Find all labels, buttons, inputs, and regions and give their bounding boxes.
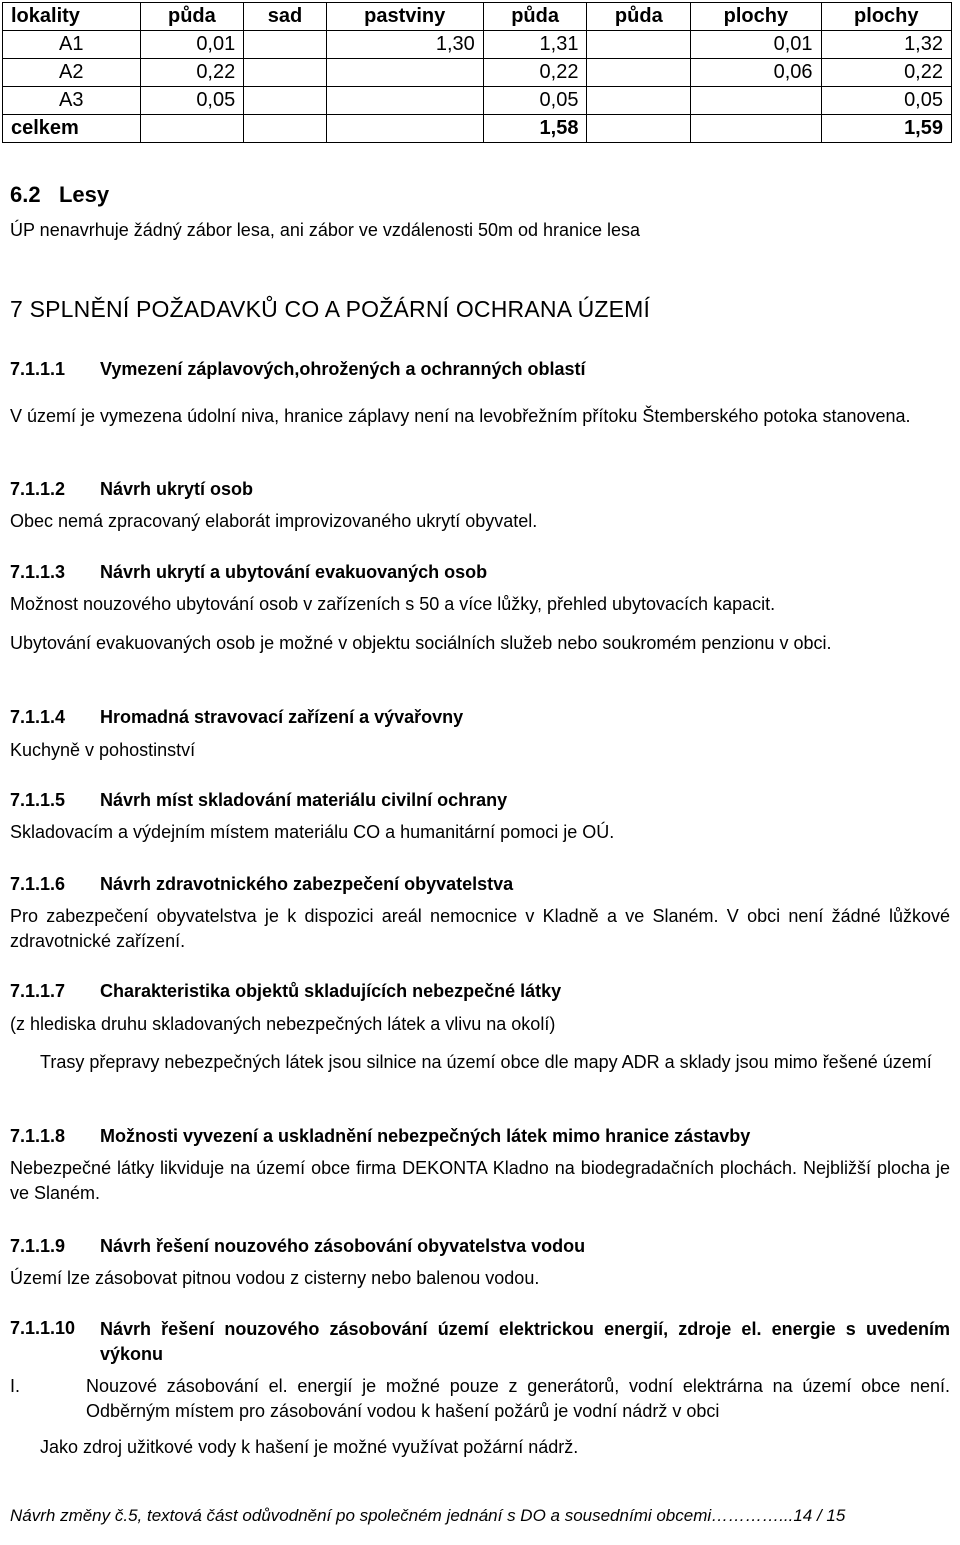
- table-cell: celkem: [3, 115, 141, 143]
- table-cell: [244, 87, 326, 115]
- subsection-number: 7.1.1.3: [10, 562, 66, 582]
- paragraph: V území je vymezena údolní niva, hranice záplavy není na levobřežním přítoku Štemberského potoka stanovena.: [10, 406, 911, 426]
- subsection-title: Vymezení záplavových,ohrožených a ochranných oblastí: [100, 359, 586, 379]
- table-cell: 0,01: [140, 31, 244, 59]
- section-heading-lesy: [10, 182, 109, 208]
- table-cell: [140, 115, 244, 143]
- subsection-number: 7.1.1.8: [10, 1126, 66, 1146]
- subsection-title: Návrh ukrytí osob: [100, 479, 254, 499]
- subsection-heading-8: [10, 1126, 750, 1147]
- paragraph: Obec nemá zpracovaný elaborát improvizovaného ukrytí obyvatel.: [10, 511, 538, 531]
- table-cell: [691, 115, 821, 143]
- list-text: Nouzové zásobování el. energií je možné pouze z generátorů, vodní elektrárna na území obce není. Odběrným místem pro zásobování vodou k hašení požárů je vodní nádrž v obci: [86, 1376, 950, 1421]
- page-footer: Návrh změny č.5, textová část odůvodnění po společném jednání s DO a sousedními obcemi…………...14 / 15: [10, 1506, 846, 1525]
- paragraph: (z hlediska druhu skladovaných nebezpečných látek a vlivu na okolí): [10, 1014, 556, 1034]
- column-header: sad: [244, 3, 326, 31]
- table-cell: A1: [3, 31, 141, 59]
- table-cell: 0,06: [691, 59, 821, 87]
- subsection-number: 7.1.1.6: [10, 874, 66, 894]
- column-header: lokality: [3, 3, 141, 31]
- subsection-number: 7.1.1.9: [10, 1236, 66, 1256]
- column-header: pastviny: [326, 3, 483, 31]
- paragraph: Jako zdroj užitkové vody k hašení je možné využívat požární nádrž.: [40, 1437, 579, 1457]
- subsection-title: Návrh zdravotnického zabezpečení obyvatelstva: [100, 874, 514, 894]
- table-cell: [587, 31, 691, 59]
- table-cell: 1,59: [821, 115, 951, 143]
- column-header: půda: [140, 3, 244, 31]
- subsection-number: 7.1.1.5: [10, 790, 66, 810]
- paragraph: ÚP nenavrhuje žádný zábor lesa, ani zábor ve vzdálenosti 50m od hranice lesa: [10, 220, 641, 240]
- list-marker: I.: [10, 1376, 21, 1396]
- subsection-title: Návrh míst skladování materiálu civilní ochrany: [100, 790, 508, 810]
- table-cell: 0,05: [821, 87, 951, 115]
- table-cell: [326, 115, 483, 143]
- table-cell: [244, 31, 326, 59]
- paragraph: Skladovacím a výdejním místem materiálu CO a humanitární pomoci je OÚ.: [10, 822, 615, 842]
- table-cell: [244, 115, 326, 143]
- subsection-heading-3: [10, 562, 487, 583]
- table-cell: [587, 59, 691, 87]
- list-item: [10, 1374, 950, 1424]
- table-cell: 0,22: [821, 59, 951, 87]
- table-cell: 1,31: [483, 31, 587, 59]
- table-cell: 0,01: [691, 31, 821, 59]
- paragraph: Ubytování evakuovaných osob je možné v objektu sociálních služeb nebo soukromém penzionu v obci.: [10, 633, 832, 653]
- table-row: [3, 87, 952, 115]
- subsection-heading-6: [10, 874, 513, 895]
- table-cell: A2: [3, 59, 141, 87]
- subsection-heading-7: [10, 981, 561, 1002]
- table-cell: 0,22: [140, 59, 244, 87]
- paragraph: Trasy přepravy nebezpečných látek jsou silnice na území obce dle mapy ADR a sklady jsou mimo řešené území: [40, 1052, 932, 1072]
- table-cell: [587, 115, 691, 143]
- subsection-number: 7.1.1.10: [10, 1318, 76, 1338]
- table-body: [3, 31, 952, 143]
- subsection-title: Možnosti vyvezení a uskladnění nebezpečných látek mimo hranice zástavby: [100, 1126, 751, 1146]
- subsection-number: 7.1.1.7: [10, 981, 66, 1001]
- column-header: půda: [483, 3, 587, 31]
- table-cell: [326, 87, 483, 115]
- table-cell: [244, 59, 326, 87]
- table-cell: 1,30: [326, 31, 483, 59]
- subsection-heading-4: [10, 707, 463, 728]
- table-cell: A3: [3, 87, 141, 115]
- column-header: plochy: [821, 3, 951, 31]
- chapter-heading: 7 SPLNĚNÍ POŽADAVKŮ CO A POŽÁRNÍ OCHRANA ÚZEMÍ: [10, 296, 651, 322]
- subsection-title: Návrh řešení nouzového zásobování území elektrickou energií, zdroje el. energie s uvedením výkonu: [100, 1319, 950, 1364]
- subsection-title: Hromadná stravovací zařízení a vývařovny: [100, 707, 464, 727]
- subsection-heading-10: [10, 1318, 950, 1368]
- subsection-title: Návrh ukrytí a ubytování evakuovaných osob: [100, 562, 488, 582]
- subsection-title: Charakteristika objektů skladujících nebezpečné látky: [100, 981, 562, 1001]
- table-cell: [691, 87, 821, 115]
- subsection-heading-1: [10, 359, 585, 380]
- subsection-heading-5: [10, 790, 507, 811]
- section-number: 6.2: [10, 182, 41, 207]
- paragraph: Kuchyně v pohostinství: [10, 740, 196, 760]
- subsection-number: 7.1.1.2: [10, 479, 66, 499]
- table-row: [3, 115, 952, 143]
- table-cell: [587, 87, 691, 115]
- table-cell: 1,58: [483, 115, 587, 143]
- column-header: plochy: [691, 3, 821, 31]
- table-cell: 0,05: [483, 87, 587, 115]
- table-row: [3, 59, 952, 87]
- paragraph: Možnost nouzového ubytování osob v zařízeních s 50 a více lůžky, přehled ubytovacích kapacit.: [10, 594, 776, 614]
- table-cell: 0,05: [140, 87, 244, 115]
- table-cell: [326, 59, 483, 87]
- subsection-number: 7.1.1.4: [10, 707, 66, 727]
- paragraph: Území lze zásobovat pitnou vodou z cisterny nebo balenou vodou.: [10, 1268, 540, 1288]
- paragraph: Pro zabezpečení obyvatelstva je k dispozici areál nemocnice v Kladně a ve Slaném. V obci není žádné lůžkové zdravotnické zařízení.: [10, 906, 950, 951]
- section-title: Lesy: [58, 182, 110, 207]
- subsection-number: 7.1.1.1: [10, 359, 66, 379]
- table-row: [3, 31, 952, 59]
- subsection-title: Návrh řešení nouzového zásobování obyvatelstva vodou: [100, 1236, 586, 1256]
- table-header-row: [3, 3, 952, 31]
- column-header: půda: [587, 3, 691, 31]
- subsection-heading-9: [10, 1236, 585, 1257]
- land-use-table: [2, 2, 952, 143]
- subsection-heading-2: [10, 479, 253, 500]
- paragraph: Nebezpečné látky likviduje na území obce firma DEKONTA Kladno na biodegradačních plochách. Nejbližší plocha je ve Slaném.: [10, 1158, 950, 1203]
- table-cell: 0,22: [483, 59, 587, 87]
- table-cell: 1,32: [821, 31, 951, 59]
